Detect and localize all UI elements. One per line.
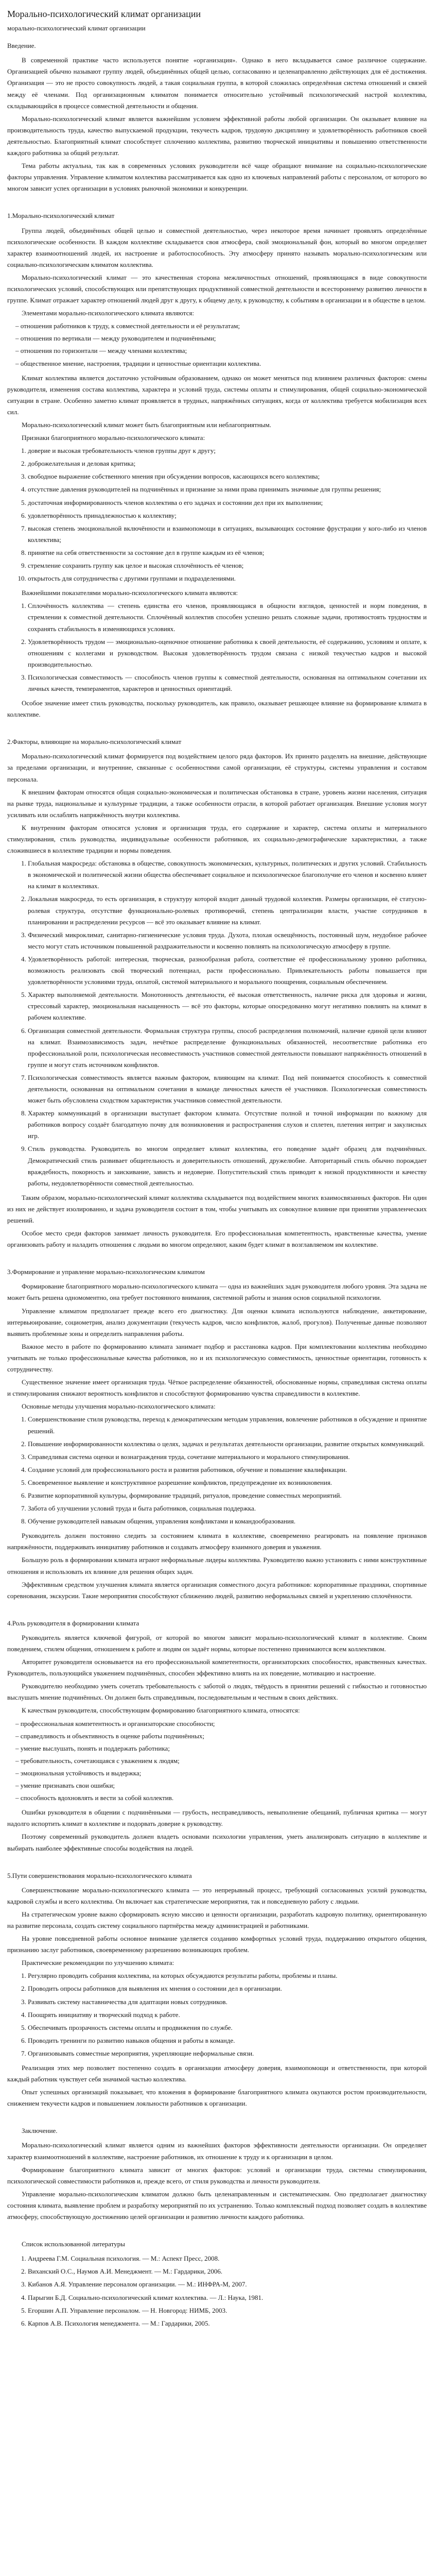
list-item: – профессиональная компетентность и организаторские способности; bbox=[15, 1718, 427, 1730]
paragraph: В современной практике часто используется понятие «организация». Однако в него вкладывается самое различное содержание. Организацией обычно называют группу людей, объединённых общей целью, согласованно и целенаправленно действующих для её достижения. Организация — это не просто совокупность людей, а такая социальная группа, в которой сложилась определённая система отношений и связей между её членами. Под организационным климатом понимается относительно устойчивый психологический настрой коллектива, складывающийся в процессе совместной деятельности и общения. bbox=[7, 56, 427, 110]
paragraph: Формирование благоприятного климата зависит от многих факторов: условий и организации труда, системы стимулирования, психологической совместимости работников и, прежде всего, от стиля руководства и личности руководителя. bbox=[7, 2165, 427, 2185]
paragraph: Климат коллектива является достаточно устойчивым образованием, однако он может меняться под влиянием различных факторов: смены руководителя, изменения состава коллектива, характера и условий труда, системы оплаты и стимулирования, общей социально-экономической ситуации в стране. Особенно заметно климат проявляется в трудных, напряжённых ситуациях, когда от коллектива требуется мобилизация всех сил. bbox=[7, 374, 427, 416]
literature-list bbox=[7, 2253, 427, 2329]
list-item: 1. доверие и высокая требовательность членов группы друг к другу; bbox=[28, 445, 427, 456]
paragraph: Важнейшими показателями морально-психологического климата являются: bbox=[22, 589, 238, 597]
list-item: 6. удовлетворённость принадлежностью к коллективу; bbox=[28, 510, 427, 521]
paragraph: На стратегическом уровне важно сформировать ясную миссию и ценности организации, разработать кадровую политику, ориентированную на развитие персонала, создать систему социального партнёрства между администрацией и работниками. bbox=[7, 1910, 427, 1929]
list-item: 10. открытость для сотрудничества с другими группами и подразделениями. bbox=[28, 573, 427, 584]
list-item: 3. Кибанов А.Я. Управление персоналом организации. — М.: ИНФРА-М, 2007. bbox=[28, 2279, 427, 2290]
paragraph: Реализация этих мер позволяет постепенно создать в организации атмосферу доверия, взаимопомощи и ответственности, при которой каждый работник чувствует себя значимой частью коллектива. bbox=[7, 2064, 427, 2083]
paragraph: Руководитель должен постоянно следить за состоянием климата в коллективе, своевременно реагировать на появление признаков напряжённости, поддерживать инициативу работников и создавать атмосферу взаимного доверия и уважения. bbox=[7, 1532, 427, 1551]
paragraph: Авторитет руководителя основывается на его профессиональной компетентности, организаторских способностях, нравственных качествах. Руководитель, пользующийся уважением подчинённых, способен эффективно влиять на их поведение, мотивацию и настроение. bbox=[7, 1658, 427, 1677]
spacer bbox=[7, 722, 427, 730]
list-item: 3. Психологическая совместимость — способность членов группы к совместной деятельности, основанная на оптимальном сочетании их личных качеств, темпераментов, характеров и ценностных ориентаций. bbox=[28, 672, 427, 694]
list-item: 3. Развивать систему наставничества для адаптации новых сотрудников. bbox=[28, 1996, 427, 2008]
list-item: – отношения по горизонтали — между членами коллектива; bbox=[15, 345, 427, 357]
paragraph: Существенное значение имеет организация труда. Чёткое распределение обязанностей, обоснованные нормы, справедливая система оплаты и стимулирования снижают вероятность конфликтов и способствуют формированию чувства справедливости в коллективе. bbox=[7, 1378, 427, 1398]
spacer bbox=[7, 1252, 427, 1260]
paragraph: Совершенствование морально-психологического климата — это непрерывный процесс, требующий согласованных усилий руководства, кадровой службы и всего коллектива. Он включает как стратегические мероприятия, так и повседневную работу с людьми. bbox=[7, 1886, 427, 1905]
list-item: 8. Характер коммуникаций в организации выступает фактором климата. Отсутствие полной и точной информации по важному для работников вопросу создаёт благодатную почву для возникновения и распространения слухов и сплетен, плетения интриг и закулисных игр. bbox=[28, 1108, 427, 1142]
methods-list bbox=[7, 1414, 427, 1527]
list-item: 2. Локальная макросреда, то есть организация, в структуру которой входит данный трудовой коллектив. Размеры организации, её статусно-ролевая структура, отсутствие функционально-ролевых противоречий, степень централизации власти, участие сотрудников в планировании и распределении ресурсов — всё это оказывает влияние на климат. bbox=[28, 893, 427, 927]
paragraph: Опыт успешных организаций показывает, что вложения в формирование благоприятного климата окупаются ростом производительности, снижением текучести кадров и повышением лояльности работников к организации. bbox=[7, 2088, 427, 2108]
paragraph: Таким образом, морально-психологический климат коллектива складывается под воздействием многих взаимосвязанных факторов. Ни один из них не действует изолированно, и задача руководителя состоит в том, чтобы учитывать их совокупное влияние при принятии управленческих решений. bbox=[7, 1193, 427, 1224]
section-heading: 4.Роль руководителя в формировании климата bbox=[7, 1619, 139, 1627]
spacer bbox=[7, 1603, 427, 1612]
paragraph: Морально-психологический климат может быть благоприятным или неблагоприятным. bbox=[22, 421, 271, 429]
list-item: – отношения работников к труду, к совместной деятельности и её результатам; bbox=[15, 320, 427, 332]
intro-heading: Введение. bbox=[7, 42, 36, 50]
paragraph: Руководителю необходимо уметь сочетать требовательность с заботой о людях, твёрдость в принятии решений с гибкостью и готовностью выслушать мнение подчинённых. Он должен быть справедливым, последовательным и честным в своих действиях. bbox=[7, 1682, 427, 1702]
spacer bbox=[7, 196, 427, 204]
section-heading: 3.Формирование и управление морально-психологическим климатом bbox=[7, 1268, 205, 1276]
list-item: 7. Психологическая совместимость является важным фактором, влияющим на климат. Под ней понимается способность к совместной деятельности, основанная на оптимальном сочетании в команде личностных качеств её участников. Психологическая совместимость может быть обусловлена сходством характеристик участников совместной деятельности. bbox=[28, 1072, 427, 1106]
paragraph: Группа людей, объединённых общей целью и совместной деятельностью, через некоторое время начинает проявлять определённые психологические особенности. В каждом коллективе складывается своя атмосфера, свой эмоциональный фон, который во многом определяет характер взаимоотношений людей, их настроение и работоспособность. Эту атмосферу принято называть морально-психологическим или социально-психологическим климатом коллектива. bbox=[7, 226, 427, 268]
list-item: 9. стремление сохранить группу как целое и высокая сплочённость её членов; bbox=[28, 560, 427, 571]
document-title: Морально-психологический климат организации bbox=[7, 9, 201, 19]
paragraph: На уровне повседневной работы основное внимание уделяется созданию комфортных условий труда, поддержанию открытого общения, признанию заслуг работников, своевременному разрешению возникающих проблем. bbox=[7, 1935, 427, 1954]
list-item: 3. свободное выражение собственного мнения при обсуждении вопросов, касающихся всего коллектива; bbox=[28, 471, 427, 482]
list-item: 2. Виханский О.С., Наумов А.И. Менеджмент. — М.: Гардарики, 2006. bbox=[28, 2266, 427, 2277]
list-item: 8. Обучение руководителей навыкам общения, управления конфликтами и командообразования. bbox=[28, 1516, 427, 1527]
list-item: 1. Андреева Г.М. Социальная психология. — М.: Аспект Пресс, 2008. bbox=[28, 2253, 427, 2264]
list-heading: Признаки благоприятного морально-психологического климата: bbox=[22, 434, 205, 442]
list-heading: Основные методы улучшения морально-психологического климата: bbox=[22, 1402, 216, 1411]
paragraph: Морально-психологический климат является важнейшим условием эффективной работы любой организации. Он оказывает влияние на производительность труда, качество выпускаемой продукции, текучесть кадров, трудовую дисциплину и удовлетворённость работников своей деятельностью. Благоприятный климат способствует сплочению коллектива, развитию творческой инициативы и повышению ответственности каждого работника за общий результат. bbox=[7, 114, 427, 157]
paragraph: Особое значение имеет стиль руководства, поскольку руководитель, как правило, оказывает решающее влияние на формирование климата в коллективе. bbox=[7, 699, 427, 719]
list-item: 6. Карпов А.В. Психология менеджмента. — М.: Гардарики, 2005. bbox=[28, 2318, 427, 2329]
list-item: 5. Егоршин А.П. Управление персоналом. — Н. Новгород: НИМБ, 2003. bbox=[28, 2305, 427, 2316]
section-heading: 5.Пути совершенствования морально-психологического климата bbox=[7, 1871, 192, 1879]
list-item: 5. достаточная информированность членов коллектива о его задачах и состоянии дел при их выполнении; bbox=[28, 497, 427, 509]
list-item: 7. высокая степень эмоциональной включённости и взаимопомощи в ситуациях, вызывающих состояние фрустрации у кого-либо из членов коллектива; bbox=[28, 523, 427, 546]
list-item: 2. доброжелательная и деловая критика; bbox=[28, 458, 427, 469]
list-item: 6. Развитие корпоративной культуры, формирование традиций, ритуалов, проведение совместных мероприятий. bbox=[28, 1490, 427, 1501]
paragraph: Морально-психологический климат формируется под воздействием целого ряда факторов. Их принято разделять на внешние, действующие за пределами организации, и внутренние, связанные с особенностями самой организации, её структуры, системы управления и составом персонала. bbox=[7, 752, 427, 783]
paragraph: Морально-психологический климат является одним из важнейших факторов эффективности деятельности организации. Он определяет характер взаимоотношений в коллективе, настроение работников, их отношение к труду и к организации в целом. bbox=[7, 2141, 427, 2161]
list-item: 9. Стиль руководства. Руководитель во многом определяет климат коллектива, его поведение задаёт образец для подчинённых. Демократический стиль развивает общительность и доверительность отношений, дружелюбие. Авторитарный стиль обычно порождает враждебность, покорность и заискивание, зависть и недоверие. Попустительский стиль приводит к низкой продуктивности и качеству работы, неудовлетворённости совместной деятельностью. bbox=[28, 1143, 427, 1189]
list-item: 5. Обеспечивать прозрачность системы оплаты и продвижения по службе. bbox=[28, 2022, 427, 2033]
list-item: 4. Удовлетворённость работой: интересная, творческая, разнообразная работа, соответствие её профессиональному уровню работника, возможность реализовать свой творческий потенциал, расти профессионально. Привлекательность работы повышается при удовлетворённости условиями труда, оплатой, системой материального и морального поощрения, социальным обеспечением. bbox=[28, 954, 427, 988]
list-item: – способность вдохновлять и вести за собой коллектив. bbox=[15, 1792, 427, 1804]
list-item: 6. Организация совместной деятельности. Формальная структура группы, способ распределения полномочий, наличие единой цели влияют на климат. Взаимозависимость задач, нечёткое распределение функциональных обязанностей, несоответствие работника его профессиональной роли, психологическая несовместимость участников совместной деятельности повышают напряжённость отношений в группе и могут стать источником конфликтов. bbox=[28, 1025, 427, 1071]
paragraph: Управление морально-психологическим климатом должно быть целенаправленным и систематическим. Оно предполагает диагностику состояния климата, выявление проблем и разработку мероприятий по их устранению. Только комплексный подход позволяет создать в коллективе атмосферу, способствующую достижению целей организации и развитию личности каждого работника. bbox=[7, 2190, 427, 2221]
list-item: – умение выслушать, понять и поддержать работника; bbox=[15, 1743, 427, 1754]
list-item: – эмоциональная устойчивость и выдержка; bbox=[15, 1768, 427, 1779]
paragraph: Морально-психологический климат — это качественная сторона межличностных отношений, проявляющаяся в виде совокупности психологических условий, способствующих или препятствующих продуктивной совместной деятельности и всестороннему развитию личности в группе. Климат отражает характер отношений людей друг к другу, к общему делу, к руководству, к событиям в организации и в обществе в целом. bbox=[7, 273, 427, 304]
indicators-list bbox=[7, 600, 427, 694]
paragraph: Эффективным средством улучшения климата является организация совместного досуга работников: корпоративные праздники, спортивные соревнования, экскурсии. Такие мероприятия способствуют сближению людей, развитию неформальных связей и укреплению сплочённости. bbox=[7, 1580, 427, 1600]
document-subtitle: морально-психологический климат организации bbox=[7, 24, 146, 32]
paragraph: Большую роль в формировании климата играют неформальные лидеры коллектива. Руководителю важно установить с ними конструктивные отношения и использовать их влияние для решения общих задач. bbox=[7, 1556, 427, 1575]
elements-list bbox=[7, 320, 427, 369]
conclusion-heading: Заключение. bbox=[22, 2127, 58, 2135]
list-item: 2. Повышение информированности коллектива о целях, задачах и результатах деятельности организации, развитие открытых коммуникаций. bbox=[28, 1438, 427, 1450]
list-item: 7. Забота об улучшении условий труда и быта работников, социальная поддержка. bbox=[28, 1503, 427, 1514]
list-item: 1. Глобальная макросреда: обстановка в обществе, совокупность экономических, культурных, политических и других условий. Стабильность в экономической и политической жизни общества обеспечивает социальное и психологическое благополучие его членов и косвенно влияет на климат в коллективах. bbox=[28, 858, 427, 892]
paragraph: Управление климатом предполагает прежде всего его диагностику. Для оценки климата используются наблюдение, анкетирование, интервьюирование, социометрия, анализ документации (текучесть кадров, число конфликтов, жалоб, прогулов). Полученные данные позволяют выявить проблемные зоны и определить направления работы. bbox=[7, 1307, 427, 1337]
paragraph: К внешним факторам относятся общая социально-экономическая и политическая обстановка в стране, уровень жизни населения, ситуация на рынке труда, национальные и культурные традиции, а также особенности отрасли, в которой работает организация. Внешние условия могут усиливать или ослаблять напряжённость внутри коллектива. bbox=[7, 788, 427, 819]
list-item: – умение признавать свои ошибки; bbox=[15, 1780, 427, 1791]
list-item: 5. Своевременное выявление и конструктивное разрешение конфликтов, предупреждение их возникновения. bbox=[28, 1477, 427, 1488]
list-item: 5. Характер выполняемой деятельности. Монотонность деятельности, её высокая ответственность, наличие риска для здоровья и жизни, стрессовый характер, эмоциональная насыщенность — всё это факторы, которые опосредованно могут негативно повлиять на климат в рабочем коллективе. bbox=[28, 989, 427, 1023]
list-item: 2. Удовлетворённость трудом — эмоционально-оценочное отношение работника к своей деятельности, её содержанию, условиям и оплате, к отношениям с коллегами и руководством. Высокая удовлетворённость трудом связана с низкой текучестью кадров и высокой производительностью. bbox=[28, 636, 427, 670]
paragraph: Особое место среди факторов занимает личность руководителя. Его профессиональная компетентность, нравственные качества, умение организовать работу и наладить отношения с людьми во многом определяют, каким будет климат в возглавляемом им коллективе. bbox=[7, 1229, 427, 1249]
paragraph: Руководитель является ключевой фигурой, от которой во многом зависит морально-психологический климат в коллективе. Своим поведением, стилем общения, отношением к работе и людям он задаёт нормы, которые постепенно принимаются всем коллективом. bbox=[7, 1633, 427, 1653]
section-heading: 2.Факторы, влияющие на морально-психологический климат bbox=[7, 738, 182, 746]
list-item: 1. Совершенствование стиля руководства, переход к демократическим методам управления, вовлечение работников в обсуждение и принятие решений. bbox=[28, 1414, 427, 1436]
factors-list bbox=[7, 858, 427, 1189]
list-item: 6. Проводить тренинги по развитию навыков общения и работы в команде. bbox=[28, 2035, 427, 2046]
list-item: 1. Регулярно проводить собрания коллектива, на которых обсуждаются результаты работы, проблемы и планы. bbox=[28, 1970, 427, 1981]
list-item: 1. Сплочённость коллектива — степень единства его членов, проявляющаяся в общности взглядов, ценностей и норм поведения, в стремлении к совместной деятельности. Сплочённый коллектив способен успешно решать сложные задачи, противостоять трудностям и сохранять стабильность в изменяющихся условиях. bbox=[28, 600, 427, 634]
list-item: 7. Организовывать совместные мероприятия, укрепляющие неформальные связи. bbox=[28, 2048, 427, 2059]
qualities-list bbox=[7, 1718, 427, 1804]
list-item: 3. Справедливая система оценки и вознаграждения труда, сочетание материального и морального стимулирования. bbox=[28, 1451, 427, 1463]
signs-list bbox=[7, 445, 427, 584]
list-item: – требовательность, сочетающаяся с уважением к людям; bbox=[15, 1755, 427, 1767]
paragraph: К внутренним факторам относятся условия и организация труда, его содержание и характер, система оплаты и материального стимулирования, стиль руководства, индивидуальные особенности работников, их социально-демографические характеристики, а также сложившиеся в коллективе традиции и нормы поведения. bbox=[7, 823, 427, 855]
spacer bbox=[7, 1856, 427, 1864]
list-item: – справедливость и объективность в оценке работы подчинённых; bbox=[15, 1731, 427, 1742]
spacer bbox=[7, 2224, 427, 2232]
paragraph: Ошибки руководителя в общении с подчинёнными — грубость, несправедливость, невыполнение обещаний, публичная критика — могут надолго испортить климат в коллективе и подорвать доверие к руководству. bbox=[7, 1808, 427, 1828]
literature-heading: Список использованной литературы bbox=[22, 2240, 125, 2248]
list-item: 2. Проводить опросы работников для выявления их мнения о состоянии дел в организации. bbox=[28, 1983, 427, 1994]
paragraph: Тема работы актуальна, так как в современных условиях руководители всё чаще обращают внимание на социально-психологические факторы управления. Управление климатом коллектива рассматривается как одно из ключевых направлений работы с персоналом, от которого во многом зависит успех организации в условиях рыночной экономики и конкуренции. bbox=[7, 162, 427, 193]
paragraph: Поэтому современный руководитель должен владеть основами психологии управления, уметь анализировать ситуацию в коллективе и выбирать наиболее эффективные способы воздействия на людей. bbox=[7, 1833, 427, 1852]
paragraph: Важное место в работе по формированию климата занимает подбор и расстановка кадров. При комплектовании коллектива необходимо учитывать не только профессиональные качества работников, но и их психологическую совместимость, ценностные ориентации, готовность к сотрудничеству. bbox=[7, 1342, 427, 1374]
paragraph: Формирование благоприятного морально-психологического климата — одна из важнейших задач руководителя любого уровня. Эта задача не может быть решена одномоментно, она требует постоянного внимания, системной работы и знания основ социальной психологии. bbox=[7, 1282, 427, 1302]
section-heading: 1.Морально-психологический климат bbox=[7, 212, 115, 220]
list-item: 4. отсутствие давления руководителей на подчинённых и признание за ними права принимать значимые для группы решения; bbox=[28, 484, 427, 495]
list-item: – отношения по вертикали — между руководителем и подчинёнными; bbox=[15, 333, 427, 344]
list-item: – общественное мнение, настроения, традиции и ценностные ориентации коллектива. bbox=[15, 358, 427, 369]
list-item: 4. Парыгин Б.Д. Социально-психологический климат коллектива. — Л.: Наука, 1981. bbox=[28, 2292, 427, 2303]
spacer bbox=[7, 2111, 427, 2119]
list-heading: Практические рекомендации по улучшению климата: bbox=[22, 1959, 175, 1967]
list-item: 4. Поощрять инициативу и творческий подход к работе. bbox=[28, 2009, 427, 2021]
list-item: 4. Создание условий для профессионального роста и развития работников, обучение и повышение квалификации. bbox=[28, 1464, 427, 1476]
list-item: 8. принятие на себя ответственности за состояние дел в группе каждым из её членов; bbox=[28, 547, 427, 558]
list-heading: К качествам руководителя, способствующим формированию благоприятного климата, относятся: bbox=[22, 1706, 300, 1715]
list-item: 3. Физический микроклимат, санитарно-гигиенические условия труда. Духота, плохая освещённость, постоянный шум, неудобное рабочее место могут стать источником повышенной раздражительности и косвенно повлиять на психологическую атмосферу в группе. bbox=[28, 929, 427, 952]
recommendations-list bbox=[7, 1970, 427, 2059]
paragraph: Элементами морально-психологического климата являются: bbox=[22, 309, 194, 317]
